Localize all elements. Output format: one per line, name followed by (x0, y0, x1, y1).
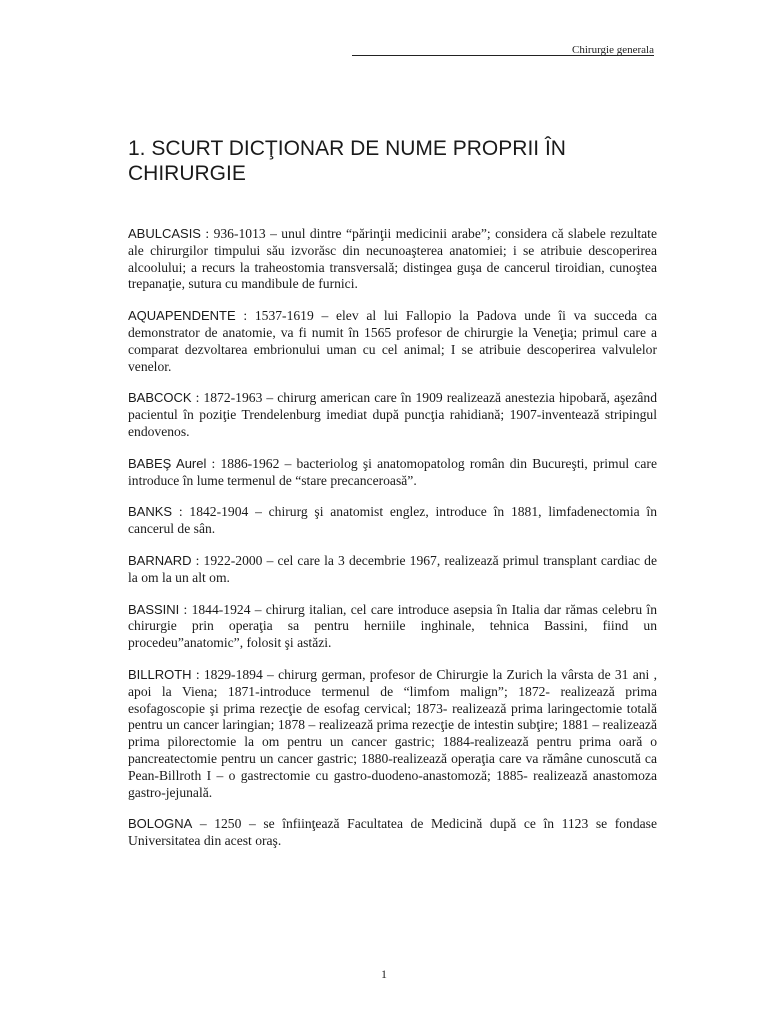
entry-name: BABEŞ Aurel (128, 455, 207, 471)
entry-babcock (128, 390, 657, 440)
entry-name: BARNARD (128, 552, 192, 568)
entry-name: BOLOGNA (128, 816, 193, 832)
dictionary-entries (128, 226, 657, 865)
entry-name: BANKS (128, 504, 173, 520)
running-header: Chirurgie generala (572, 44, 654, 56)
entry-aquapendente (128, 308, 657, 375)
entry-text: : 1886-1962 – bacteriolog şi anatomopatolog român din Bucureşti, primul care introduce în lume termenul de “stare precanceroasă”. (128, 455, 657, 488)
entry-banks (128, 504, 657, 538)
entry-text: – 1250 – se înfiinţează Facultatea de Medicină după ce în 1123 se fondase Universitatea din acest oraş. (128, 816, 657, 849)
page-title: 1. SCURT DICŢIONAR DE NUME PROPRII ÎN CHIRURGIE (128, 137, 566, 185)
entry-text: : 1872-1963 – chirurg american care în 1909 realizează anestezia hipobară, aşezând pacientul în poziţie Trendelenburg imediat după puncţia rahidiană; 1907-inventează stripingul endovenos. (128, 390, 657, 439)
entry-name: ABULCASIS (128, 226, 201, 241)
entry-name: AQUAPENDENTE (128, 308, 236, 324)
entry-bologna (128, 816, 657, 850)
entry-name: BASSINI (128, 601, 180, 617)
entry-abulcasis (128, 226, 657, 293)
entry-name: BILLROTH (128, 666, 192, 682)
entry-bassini (128, 602, 657, 652)
entry-text: : 936-1013 – unul dintre “părinţii medicinii arabe”; considera că slabele rezultate ale chirurgilor timpului său izvorăsc din necunoaşterea anatomiei; i se atribuie descoperirea alcoolului; a recurs la traheostomia transversală; distingea guşa de cancerul tiroidian, cunoştea trepanaţie, sutura cu mandibule de furnici. (128, 226, 657, 292)
entry-barnard (128, 553, 657, 587)
entry-name: BABCOCK (128, 390, 192, 406)
entry-text: : 1922-2000 – cel care la 3 decembrie 1967, realizează primul transplant cardiac de la om la un alt om. (128, 552, 657, 585)
entry-text: : 1829-1894 – chirurg german, profesor de Chirurgie la Zurich la vârsta de 31 ani , apoi la Viena; 1871-introduce termenul de “limfom malign”; 1872- realizează prima esofagoscopie şi prima rezecţie de esofag cervical; 1873- realizează prima laringectomie totală pentru un cancer laringian; 1878 – realizează prima rezecţie de intestin subţire; 1881 – realizează prima pilorectomie la om pentru un cancer gastric; 1884-realizează pentru prima oară o pancreatectomie pentru un cancer gastric; 1880-realizează operaţia care va rămâne cunoscută ca Pean-Billroth I – o gastrectomie cu gastro-duodeno-anastomoză; 1885- realizează anastomoza gastro-jejunală. (128, 666, 657, 800)
entry-text: : 1537-1619 – elev al lui Fallopio la Padova unde îi va succeda ca demonstrator de anatomie, va fi numit în 1565 profesor de chirurgie la Veneţia; primul care a comparat dezvoltarea embrionului uman cu cel animal; I se atribuie descoperirea valvulelor venelor. (128, 308, 657, 374)
entry-babes (128, 456, 657, 490)
page-number: 1 (381, 967, 387, 981)
entry-text: : 1844-1924 – chirurg italian, cel care introduce asepsia în Italia dar rămas celebru în chirurgie prin operaţia sa pentru herniile inghinale, tehnica Bassini, fiind un procedeu”anatomic”, folosit şi astăzi. (128, 601, 657, 651)
entry-billroth (128, 667, 657, 801)
entry-text: : 1842-1904 – chirurg şi anatomist englez, introduce în 1881, limfadenectomia în cancerul de sân. (128, 504, 657, 537)
